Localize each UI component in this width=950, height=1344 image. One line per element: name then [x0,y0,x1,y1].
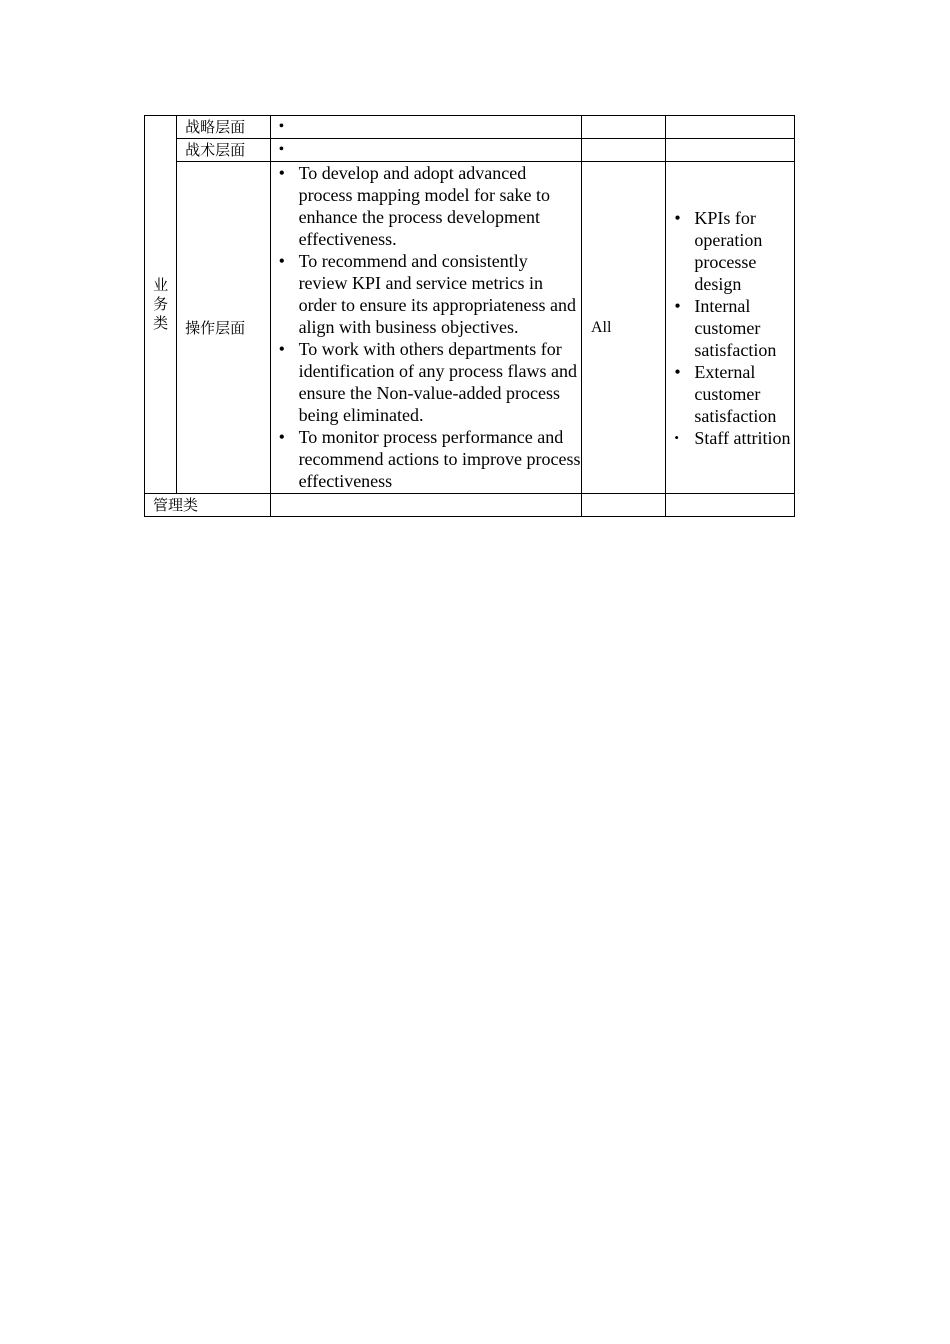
table-row [145,139,795,162]
category-business-cell [145,116,177,494]
empty-cell [581,139,665,162]
list-item: • KPIs for operation processe design [666,207,794,295]
category-char: 业 [153,276,169,294]
list-item: • Internal customer satisfaction [666,295,794,361]
empty-cell [270,494,581,517]
list-item: • External customer satisfaction [666,361,794,427]
list-item: • To monitor process performance and recommend actions to improve process effectiveness [271,426,581,492]
kpi-list [666,207,794,449]
scope-cell: All [581,162,665,494]
responsibilities-list [271,162,581,492]
empty-cell [666,139,795,162]
level-strategic: 战略层面 [177,116,270,139]
level-tactical: 战术层面 [177,139,270,162]
kpi-cell [666,162,795,494]
empty-cell [666,494,795,517]
list-item: • To recommend and consistently review KPI and service metrics in order to ensure its appropriateness and align with business objectives. [271,250,581,338]
job-description-table [144,115,795,517]
category-char: 类 [153,314,169,332]
empty-cell [581,494,665,517]
list-item: • To work with others departments for identification of any process flaws and ensure the Non-value-added process being eliminated. [271,338,581,426]
table-row [145,162,795,494]
responsibilities-cell [270,162,581,494]
category-management: 管理类 [145,494,271,517]
category-char: 务 [153,295,169,313]
empty-cell [666,116,795,139]
list-item: • Staff attrition [666,427,794,449]
strategic-bullet: • [270,116,581,139]
table-row [145,116,795,139]
empty-cell [581,116,665,139]
tactical-bullet: • [270,139,581,162]
level-operational: 操作层面 [177,162,270,494]
table-row [145,494,795,517]
list-item: • To develop and adopt advanced process mapping model for sake to enhance the process development effectiveness. [271,162,581,250]
